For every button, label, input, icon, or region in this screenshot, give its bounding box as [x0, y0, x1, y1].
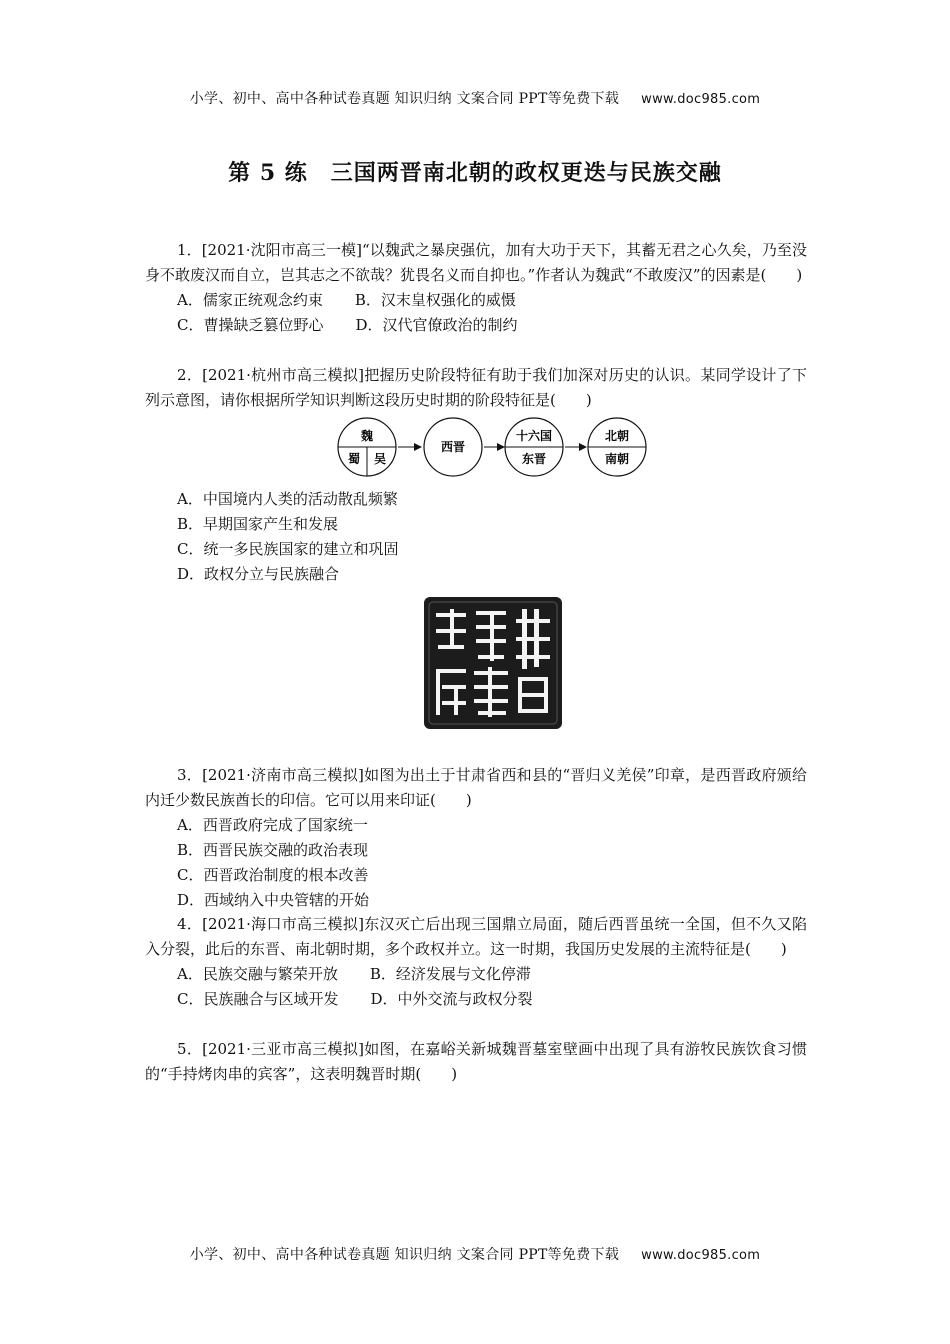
q1-option-c: C．曹操缺乏篡位野心: [177, 316, 324, 334]
label-nanchao: 南朝: [604, 452, 630, 466]
circle-three-kingdoms: [338, 418, 396, 476]
page-title: 第 5 练 三国两晋南北朝的政权更迭与民族交融: [228, 160, 722, 186]
label-beichao: 北朝: [604, 429, 630, 443]
q2-option-b: B．早期国家产生和发展: [177, 515, 339, 533]
seal-image: [424, 597, 562, 729]
q4-option-d: D．中外交流与政权分裂: [370, 990, 533, 1008]
question-3-stem: 3．[2021·济南市高三模拟]如图为出土于甘肃省西和县的“晋归义羌侯”印章，是西晋政府颁给内迁少数民族酋长的印信。它可以用来印证( ): [145, 766, 807, 809]
q4-option-c: C．民族融合与区域开发: [177, 990, 339, 1008]
question-5: [145, 1037, 807, 1087]
question-4-stem: 4．[2021·海口市高三模拟]东汉灭亡后出现三国鼎立局面，随后西晋虽统一全国，但不久又陷入分裂，此后的东晋、南北朝时期，多个政权并立。这一时期，我国历史发展的主流特征是( ): [145, 915, 807, 958]
q2-option-a: A．中国境内人类的活动散乱频繁: [177, 490, 398, 508]
question-2-stem: 2．[2021·杭州市高三模拟]把握历史阶段特征有助于我们加深对历史的认识。某同学设计了下列示意图，请你根据所学知识判断这段历史时期的阶段特征是( ): [145, 366, 807, 409]
q3-option-d: D．西域纳入中央管辖的开始: [177, 891, 370, 909]
q1-option-a: A．儒家正统观念约束: [177, 291, 323, 309]
dynasty-diagram: [332, 416, 648, 478]
q3-option-c: C．西晋政治制度的根本改善: [177, 866, 369, 884]
question-5-stem: 5．[2021·三亚市高三模拟]如图，在嘉峪关新城魏晋墓室壁画中出现了具有游牧民族饮食习惯的“手持烤肉串的宾客”，这表明魏晋时期( ): [145, 1040, 807, 1083]
q3-option-a: A．西晋政府完成了国家统一: [177, 816, 368, 834]
question-3: [145, 763, 807, 913]
question-4-options-row1: [145, 962, 807, 987]
label-wu: 吴: [373, 452, 387, 466]
circle-northern-southern: [588, 418, 646, 476]
label-dongjin: 东晋: [521, 452, 547, 466]
question-1-stem: 1．[2021·沈阳市高三一模]“以魏武之暴戾强伉，加有大功于天下，其蓄无君之心久矣，乃至没身不敢废汉而自立，岂其志之不欲哉？犹畏名义而自抑也。”作者认为魏武“不敢废汉”的因素是( ): [145, 241, 807, 284]
q2-option-d: D．政权分立与民族融合: [177, 565, 340, 583]
question-1-options-row2: [145, 313, 807, 338]
label-xijin: 西晋: [440, 440, 466, 454]
q4-option-a: A．民族交融与繁荣开放: [177, 965, 338, 983]
header-text: 小学、初中、高中各种试卷真题 知识归纳 文案合同 PPT等免费下载: [189, 91, 620, 107]
question-1-options-row1: [145, 288, 807, 313]
circle-western-jin: [424, 418, 482, 476]
q1-option-d: D．汉代官僚政治的制约: [355, 316, 518, 334]
page-footer: [0, 1244, 950, 1264]
label-shu: 蜀: [347, 452, 361, 466]
question-4-options-row2: [145, 987, 807, 1012]
circle-sixteen-kingdoms: [505, 418, 563, 476]
label-wei: 魏: [360, 429, 374, 443]
footer-site[interactable]: www.doc985.com: [641, 1248, 761, 1263]
question-2-options: [145, 487, 807, 587]
question-4: [145, 912, 807, 1012]
q2-option-c: C．统一多民族国家的建立和巩固: [177, 540, 399, 558]
q1-option-b: B．汉末皇权强化的威慑: [354, 291, 516, 309]
header-site[interactable]: www.doc985.com: [641, 92, 761, 107]
page-header: [0, 88, 950, 108]
q4-option-b: B．经济发展与文化停滞: [369, 965, 531, 983]
question-2: [145, 363, 807, 413]
q3-option-b: B．西晋民族交融的政治表现: [177, 841, 369, 859]
question-1: [145, 238, 807, 338]
label-shiliuguo: 十六国: [515, 429, 553, 443]
footer-text: 小学、初中、高中各种试卷真题 知识归纳 文案合同 PPT等免费下载: [189, 1247, 620, 1263]
